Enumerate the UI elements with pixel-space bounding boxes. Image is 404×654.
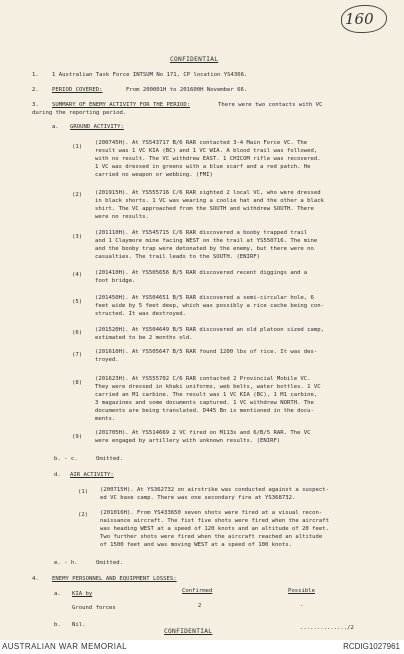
- air-item-1-line: (200715H). At YS362732 on airstrike was conducted against a suspect-: [100, 487, 330, 493]
- item3-label: SUMMARY OF ENEMY ACTIVITY FOR THE PERIOD:: [52, 102, 191, 108]
- ground-item-3-line: (201110H). At YS545715 C/6 RAR discovered a booby trapped trail: [95, 230, 308, 236]
- confirmed-header: Confirmed: [182, 588, 213, 594]
- continuation-marker: ............../2: [300, 625, 354, 631]
- ground-letter: a.: [52, 124, 59, 130]
- air-activity-heading: AIR ACTIVITY:: [70, 472, 114, 478]
- ground-item-7-number: (7): [72, 352, 83, 358]
- item4-label: ENEMY PERSONNEL AND EQUIPMENT LOSSES:: [52, 576, 177, 582]
- omitted-bc-text: Omitted.: [96, 456, 123, 462]
- ground-item-7-line: troyed.: [95, 357, 119, 363]
- ground-item-8-line: documents are being translated. D445 Bn is mentioned in the docu-: [95, 408, 314, 414]
- ground-item-3-line: and the booby trap were detonated by the enemy, but there were no: [95, 246, 314, 252]
- air-item-1-line: ed VC base camp. There was one secondary fire at YS368732.: [100, 495, 296, 501]
- ground-item-1-line: result was 1 VC KIA (BC) and 1 VC WIA. A blood trail was followed,: [95, 148, 318, 154]
- ground-item-2-line: in black shorts. 1 VC was wearing a coolie hat and the other a black: [95, 198, 325, 204]
- air-item-2-line: Two further shots were fired when the aircraft reached an altitude: [100, 534, 323, 540]
- ground-item-4-line: (201410H). At YS505656 B/5 RAR discovered recent diggings and a: [95, 270, 308, 276]
- item4-number: 4.: [32, 576, 39, 582]
- ground-item-1-line: with no result. The VC withdrew EAST. 1 CHICOM rifle was recovered.: [95, 156, 321, 162]
- classification-top: CONFIDENTIAL: [170, 56, 219, 63]
- ground-item-5-number: (5): [72, 299, 83, 305]
- air-item-2-number: (2): [78, 512, 89, 518]
- ground-item-1-number: (1): [72, 144, 83, 150]
- ground-item-6-line: estimated to be 2 months old.: [95, 335, 193, 341]
- air-item-2-line: (201016H). From YS433650 seven shots were fired at a visual recon-: [100, 510, 323, 516]
- item2-label: PERIOD COVERED:: [52, 87, 103, 93]
- archive-reference: RCDIG1027961: [343, 642, 400, 651]
- classification-bottom: CONFIDENTIAL: [164, 628, 213, 635]
- air-item-2-line: was heading WEST at a speed of 120 knots and an altitude of 20 feet.: [100, 526, 330, 532]
- ground-item-6-line: (201520H). At YS504649 B/5 RAR discovered an old platoon sized camp,: [95, 327, 325, 333]
- ground-item-9-line: were engaged by artillery with unknown results. (ENIRF): [95, 438, 281, 444]
- item1-number: 1.: [32, 72, 39, 78]
- ground-item-5-line: feet wide by 5 feet deep, which was possibly a rice cache being con-: [95, 303, 325, 309]
- ground-item-8-line: ments.: [95, 416, 116, 422]
- possible-header: Possible: [288, 588, 315, 594]
- archive-name: AUSTRALIAN WAR MEMORIAL: [2, 642, 127, 651]
- ground-item-1-line: (200745H). At YS543717 B/6 RAR contacted 3-4 Main Force VC. The: [95, 140, 308, 146]
- ground-forces-label: Ground forces: [72, 605, 116, 611]
- handwritten-page-number: 160: [345, 10, 374, 28]
- omitted-bc-letter: b. - c.: [54, 456, 78, 462]
- item2-number: 2.: [32, 87, 39, 93]
- item3-text: There were two contacts with VC: [218, 102, 323, 108]
- air-item-2-line: of 1500 feet and was moving WEST at a speed of 100 knots.: [100, 542, 292, 548]
- possible-value: -: [300, 603, 304, 609]
- ground-item-2-number: (2): [72, 192, 83, 198]
- ground-item-3-line: and 1 Claymore mine facing WEST on the trail at YS550716. The mine: [95, 238, 318, 244]
- air-item-1-number: (1): [78, 489, 89, 495]
- ground-item-7-line: (201610H). At YS505647 B/5 RAR found 1200 lbs of rice. It was des-: [95, 349, 318, 355]
- ground-item-3-line: casualties. The trail leads to the SOUTH. (ENIRF): [95, 254, 261, 260]
- confirmed-value: 2: [198, 603, 202, 609]
- item1-text: 1 Australian Task Force INTSUM No 171, CP location YS4366.: [52, 72, 248, 78]
- ground-item-6-number: (6): [72, 330, 83, 336]
- item2-text: From 200001H to 201600H November 66.: [126, 87, 248, 93]
- ground-item-8-line: 3 magazines and some documents captured. 1 VC withdrew NORTH. The: [95, 400, 314, 406]
- item3-text-line2: during the reporting period.: [32, 110, 127, 116]
- losses-letter: a.: [54, 591, 61, 597]
- air-letter: d.: [54, 472, 61, 478]
- ground-item-8-line: carried an M1 carbine. The result was 1 VC KIA (BC), 1 M1 carbine,: [95, 392, 318, 398]
- kia-by-label: KIA by: [72, 591, 93, 597]
- nil-letter: b.: [54, 622, 61, 628]
- air-item-2-line: naissance aircraft. The fist five shots were fired when the aircraft: [100, 518, 330, 524]
- ground-item-1-line: 1 VC was dressed in greens with a blue scarf and a red patch. He: [95, 164, 311, 170]
- ground-item-2-line: shirt. The VC approached from the SOUTH and withdrew SOUTH. There: [95, 206, 314, 212]
- ground-item-1-line: carried no weapon or webbing. (FMI): [95, 172, 213, 178]
- ground-activity-heading: GROUND ACTIVITY:: [70, 124, 124, 130]
- omitted-eh-letter: e. - h.: [54, 560, 78, 566]
- nil-text: Nil.: [72, 622, 86, 628]
- ground-item-2-line: were no results.: [95, 214, 149, 220]
- archive-footer: [0, 640, 404, 654]
- ground-item-2-line: (201915H). At YS555716 C/6 RAR sighted 2 local VC, who were dressed: [95, 190, 321, 196]
- ground-item-8-line: (201623H). At YS555702 C/6 RAR contacted 2 Provincial Mobile VC.: [95, 376, 311, 382]
- ground-item-5-line: structed. It was destroyed.: [95, 311, 186, 317]
- ground-item-8-number: (8): [72, 380, 83, 386]
- ground-item-9-line: (201705H). At YS514669 2 VC fired on M113s and 6/B/5 RAR. The VC: [95, 430, 311, 436]
- ground-item-9-number: (9): [72, 434, 83, 440]
- ground-item-4-number: (4): [72, 272, 83, 278]
- omitted-eh-text: Omitted.: [96, 560, 123, 566]
- ground-item-4-line: foot bridge.: [95, 278, 136, 284]
- ground-item-8-line: They were dressed in khaki uniforms, web belts, water bottles. 1 VC: [95, 384, 321, 390]
- ground-item-5-line: (201450H). At YS504651 B/5 RAR discovered a semi-circular hole, 6: [95, 295, 314, 301]
- ground-item-3-number: (3): [72, 234, 83, 240]
- item3-number: 3.: [32, 102, 39, 108]
